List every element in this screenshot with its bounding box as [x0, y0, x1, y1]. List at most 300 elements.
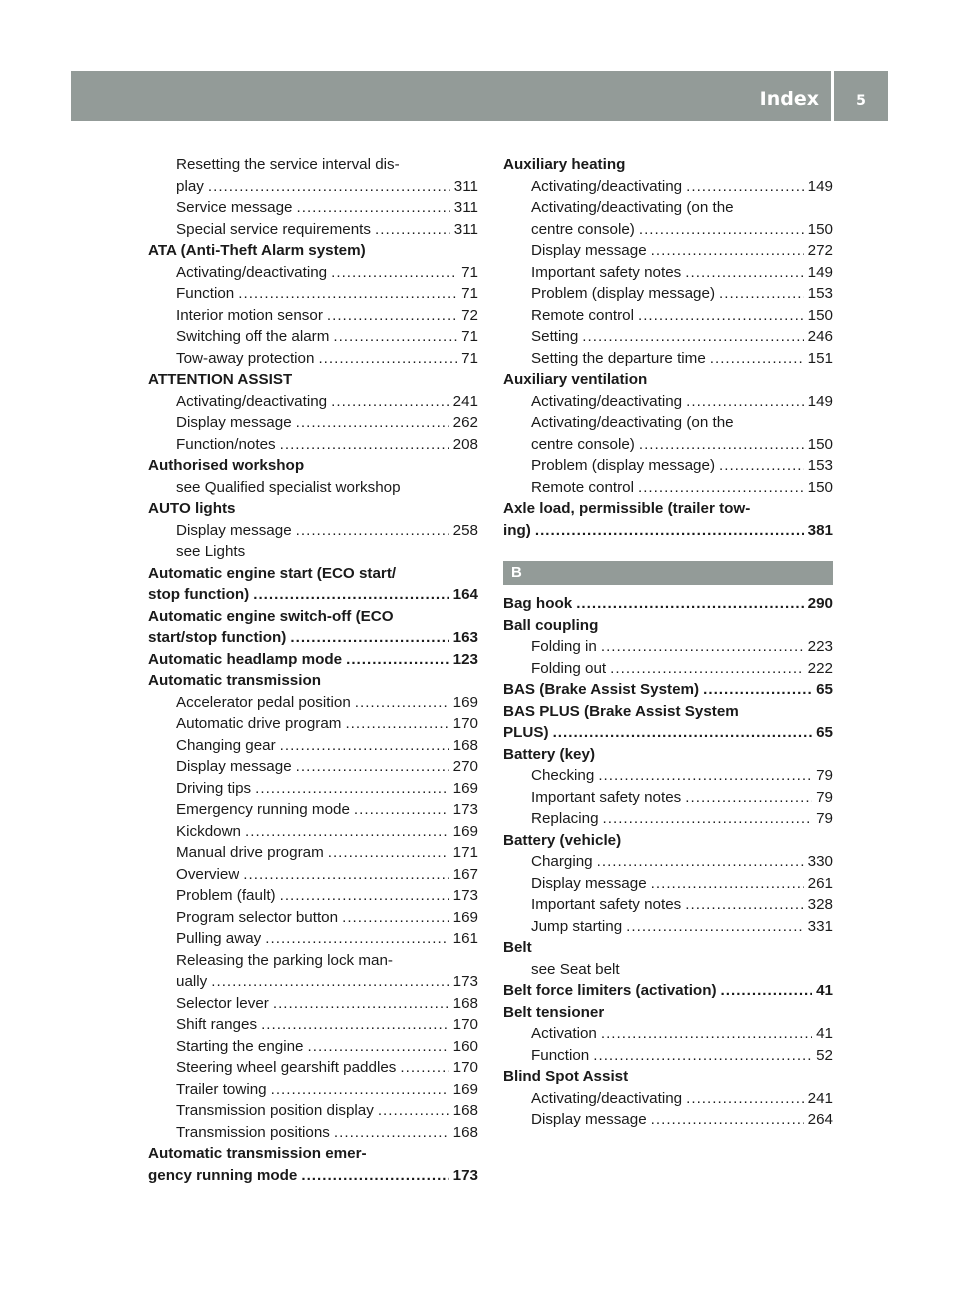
page-reference[interactable]: 65	[816, 724, 833, 741]
dot-leader	[378, 1100, 449, 1122]
dot-leader	[271, 1079, 449, 1101]
index-subentry[interactable]	[148, 326, 478, 348]
dot-leader	[280, 434, 449, 456]
entry-label: Steering wheel gearshift paddles	[176, 1059, 397, 1076]
entry-label: Display message	[176, 758, 292, 775]
dot-leader	[593, 1045, 812, 1067]
dot-leader	[651, 1109, 804, 1131]
entry-label: Automatic drive program	[176, 715, 342, 732]
index-subentry[interactable]	[148, 799, 478, 821]
entry-label: Activating/deactivating	[176, 263, 328, 281]
index-entry[interactable]	[503, 679, 833, 701]
index-subentry[interactable]	[503, 851, 833, 873]
dot-leader	[703, 679, 812, 701]
index-subentry[interactable]	[503, 434, 833, 456]
dot-leader	[535, 520, 804, 542]
entry-label: start/stop function)	[148, 629, 287, 646]
entry-label: Shift ranges	[176, 1016, 258, 1033]
index-subentry[interactable]	[503, 348, 833, 370]
dot-leader	[601, 636, 804, 658]
index-subentry[interactable]	[503, 916, 833, 938]
index-subentry[interactable]	[503, 283, 833, 305]
dot-leader	[331, 391, 449, 413]
entry-label: Belt	[503, 939, 532, 956]
index-entry	[148, 1143, 478, 1165]
entry-label: Ball coupling	[503, 616, 599, 634]
entry-label: AUTO lights	[148, 500, 236, 517]
dot-leader	[685, 262, 803, 284]
index-entry[interactable]	[503, 520, 833, 542]
dot-leader	[331, 262, 457, 284]
dot-leader	[651, 873, 804, 895]
page-reference[interactable]: 170	[452, 715, 478, 732]
entry-label: Display message	[531, 242, 647, 259]
page-reference[interactable]: 169	[452, 908, 478, 926]
dot-leader	[265, 928, 448, 950]
entry-label: Switching off the alarm	[176, 328, 330, 345]
dot-leader	[638, 477, 804, 499]
index-subentry[interactable]	[148, 971, 478, 993]
dot-leader	[685, 894, 803, 916]
index-subentry[interactable]	[148, 176, 478, 198]
index-entry[interactable]	[148, 1165, 478, 1187]
index-subentry[interactable]	[148, 821, 478, 843]
entry-label: Function	[531, 1046, 590, 1064]
entry-label: Automatic engine switch-off (ECO	[148, 607, 394, 625]
page-reference[interactable]: 41	[816, 1025, 833, 1042]
index-entry	[503, 615, 833, 637]
index-subentry[interactable]	[148, 219, 478, 241]
page-reference[interactable]: 290	[807, 595, 833, 612]
entry-label: Activating/deactivating (on the	[531, 199, 734, 216]
page-reference[interactable]: 65	[816, 681, 833, 698]
entry-label: Selector lever	[176, 994, 269, 1012]
entry-label: Axle load, permissible (trailer tow-	[503, 500, 751, 517]
entry-label: Display message	[531, 1111, 647, 1128]
index-entry[interactable]	[148, 649, 478, 671]
page-reference[interactable]: 149	[807, 177, 833, 195]
dot-leader	[296, 756, 449, 778]
index-subentry[interactable]	[503, 240, 833, 262]
page-reference[interactable]: 150	[807, 306, 833, 324]
entry-label: Problem (display message)	[531, 457, 716, 474]
entry-label: Automatic transmission	[148, 672, 322, 689]
index-subentry[interactable]	[148, 735, 478, 757]
entry-label: Activating/deactivating	[176, 392, 328, 410]
page-reference[interactable]: 241	[452, 392, 478, 410]
page-reference[interactable]: 261	[807, 874, 833, 892]
entry-label: BAS (Brake Assist System)	[503, 681, 700, 698]
dot-leader	[355, 692, 449, 714]
index-column-right	[503, 154, 833, 1131]
index-subentry[interactable]	[148, 412, 478, 434]
entry-label: Starting the engine	[176, 1037, 304, 1055]
entry-label: Problem (fault)	[176, 887, 276, 904]
dot-leader	[719, 283, 804, 305]
page-reference[interactable]: 173	[452, 973, 478, 990]
entry-label: see Qualified specialist workshop	[176, 478, 401, 496]
page-reference[interactable]: 123	[452, 650, 478, 668]
page-reference[interactable]: 169	[452, 693, 478, 711]
page-reference[interactable]: 173	[452, 1166, 478, 1184]
dot-leader	[345, 713, 448, 735]
dot-leader	[576, 593, 803, 615]
entry-label: Automatic transmission emer-	[148, 1145, 367, 1162]
entry-label: Authorised workshop	[148, 457, 305, 474]
entry-label: Accelerator pedal position	[176, 693, 351, 711]
index-subentry	[148, 477, 478, 499]
index-subentry[interactable]	[148, 928, 478, 950]
entry-label: play	[176, 177, 204, 195]
page-reference[interactable]: 163	[452, 629, 478, 646]
page-reference[interactable]: 272	[807, 242, 833, 259]
index-subentry[interactable]	[148, 885, 478, 907]
index-subentry[interactable]	[503, 873, 833, 895]
page-reference[interactable]: 151	[807, 349, 833, 367]
index-subentry[interactable]	[148, 713, 478, 735]
dot-leader	[327, 305, 457, 327]
dot-leader	[280, 735, 449, 757]
index-entry[interactable]	[148, 584, 478, 606]
entry-label: centre console)	[531, 435, 635, 453]
entry-label: Activating/deactivating	[531, 1089, 683, 1107]
page-reference[interactable]: 270	[452, 758, 478, 775]
entry-label: Tow-away protection	[176, 349, 315, 367]
index-entry	[503, 830, 833, 852]
index-subentry[interactable]	[503, 455, 833, 477]
page-reference[interactable]: 222	[807, 659, 833, 677]
dot-leader	[597, 851, 804, 873]
dot-leader	[603, 808, 813, 830]
entry-label: Changing gear	[176, 736, 276, 754]
dot-leader	[296, 412, 449, 434]
dot-leader	[601, 1023, 812, 1045]
entry-label: Checking	[531, 767, 595, 784]
entry-label: Activation	[531, 1025, 597, 1042]
index-subentry[interactable]	[148, 864, 478, 886]
index-subentry[interactable]	[503, 219, 833, 241]
page-reference[interactable]: 160	[452, 1037, 478, 1055]
page-reference[interactable]: 223	[807, 638, 833, 655]
index-subentry[interactable]	[148, 1036, 478, 1058]
entry-label: ATTENTION ASSIST	[148, 371, 293, 388]
index-entry	[148, 498, 478, 520]
page-reference[interactable]: 52	[816, 1046, 833, 1064]
dot-leader	[296, 520, 449, 542]
dot-leader	[598, 765, 812, 787]
entry-label: ATA (Anti-Theft Alarm system)	[148, 242, 366, 259]
entry-label: Auxiliary ventilation	[503, 371, 648, 388]
page-reference[interactable]: 171	[452, 844, 478, 861]
index-subentry[interactable]	[148, 391, 478, 413]
entry-label: Emergency running mode	[176, 801, 350, 818]
index-subentry[interactable]	[503, 326, 833, 348]
page-reference[interactable]: 258	[452, 521, 478, 539]
dot-leader	[301, 1165, 448, 1187]
page-reference[interactable]: 311	[453, 220, 478, 238]
index-subentry[interactable]	[503, 262, 833, 284]
page-reference[interactable]: 381	[807, 521, 833, 539]
page-reference[interactable]: 173	[452, 801, 478, 818]
index-subentry[interactable]	[503, 1088, 833, 1110]
entry-label: Charging	[531, 853, 593, 870]
entry-label: Function/notes	[176, 435, 276, 453]
index-subentry	[503, 959, 833, 981]
page-reference[interactable]: 170	[452, 1059, 478, 1076]
index-subentry[interactable]	[503, 1045, 833, 1067]
entry-label: gency running mode	[148, 1166, 298, 1184]
dot-leader	[400, 1057, 448, 1079]
entry-label: ually	[176, 973, 208, 990]
index-subentry[interactable]	[503, 765, 833, 787]
page-reference[interactable]: 71	[461, 349, 478, 367]
entry-label: Pulling away	[176, 930, 262, 947]
page-reference[interactable]: 311	[453, 199, 478, 216]
page-reference[interactable]: 168	[452, 1102, 478, 1119]
page-reference[interactable]: 72	[461, 306, 478, 324]
entry-label: Blind Spot Assist	[503, 1068, 629, 1085]
page-reference[interactable]: 169	[452, 1080, 478, 1098]
index-subentry[interactable]	[148, 907, 478, 929]
page-reference[interactable]: 168	[452, 994, 478, 1012]
entry-label: Display message	[531, 874, 647, 892]
index-subentry[interactable]	[503, 808, 833, 830]
dot-leader	[721, 980, 813, 1002]
section-header: B	[503, 561, 833, 585]
dot-leader	[238, 283, 457, 305]
index-subentry[interactable]	[503, 1109, 833, 1131]
page-reference[interactable]: 161	[452, 930, 478, 947]
entry-label: Kickdown	[176, 822, 241, 840]
entry-label: see Seat belt	[531, 960, 620, 978]
dot-leader	[308, 1036, 449, 1058]
entry-label: Program selector button	[176, 908, 339, 926]
index-entry[interactable]	[503, 593, 833, 615]
entry-label: Important safety notes	[531, 263, 682, 281]
entry-label: Transmission positions	[176, 1123, 330, 1141]
dot-leader	[261, 1014, 449, 1036]
page-reference[interactable]: 41	[816, 982, 833, 999]
page-reference[interactable]: 169	[452, 822, 478, 840]
entry-label: stop function)	[148, 586, 250, 603]
entry-label: Belt tensioner	[503, 1003, 605, 1021]
index-subentry[interactable]	[148, 756, 478, 778]
dot-leader	[685, 787, 812, 809]
entry-label: Remote control	[531, 306, 634, 324]
dot-leader	[610, 658, 804, 680]
page-reference[interactable]: 246	[807, 328, 833, 345]
index-subentry[interactable]	[148, 520, 478, 542]
index-entry[interactable]	[503, 980, 833, 1002]
index-subentry[interactable]	[503, 176, 833, 198]
index-entry	[503, 744, 833, 766]
entry-label: Bag hook	[503, 595, 573, 612]
entry-label: Battery (vehicle)	[503, 831, 622, 849]
index-entry	[148, 369, 478, 391]
entry-label: Important safety notes	[531, 788, 682, 806]
page-reference[interactable]: 168	[452, 1123, 478, 1141]
entry-label: Overview	[176, 865, 240, 883]
entry-label: Special service requirements	[176, 220, 371, 238]
index-subentry[interactable]	[148, 348, 478, 370]
index-subentry[interactable]	[148, 283, 478, 305]
page-reference[interactable]: 330	[807, 853, 833, 870]
index-entry	[503, 1002, 833, 1024]
index-subentry[interactable]	[148, 262, 478, 284]
index-subentry[interactable]	[148, 692, 478, 714]
page-reference[interactable]: 241	[807, 1089, 833, 1107]
index-subentry[interactable]	[503, 787, 833, 809]
entry-label: Releasing the parking lock man-	[176, 951, 393, 969]
entry-label: Service message	[176, 199, 293, 216]
dot-leader	[334, 1122, 449, 1144]
page-reference[interactable]: 264	[807, 1111, 833, 1128]
dot-leader	[686, 1088, 804, 1110]
entry-label: Setting	[531, 328, 579, 345]
entry-label: Important safety notes	[531, 896, 682, 913]
index-entry	[148, 240, 478, 262]
entry-label: Automatic headlamp mode	[148, 650, 343, 668]
page-reference[interactable]: 149	[807, 392, 833, 410]
index-subentry	[148, 154, 478, 176]
index-subentry[interactable]	[148, 993, 478, 1015]
dot-leader	[253, 584, 448, 606]
page-reference[interactable]: 167	[452, 865, 478, 883]
entry-label: centre console)	[531, 220, 635, 238]
page-reference[interactable]: 153	[807, 457, 833, 474]
dot-leader	[686, 176, 804, 198]
entry-label: Function	[176, 285, 235, 302]
index-subentry[interactable]	[148, 305, 478, 327]
index-subentry[interactable]	[503, 1023, 833, 1045]
dot-leader	[290, 627, 448, 649]
dot-leader	[651, 240, 804, 262]
entry-label: Activating/deactivating	[531, 177, 683, 195]
index-entry[interactable]	[148, 627, 478, 649]
index-subentry[interactable]	[148, 1014, 478, 1036]
index-subentry[interactable]	[148, 842, 478, 864]
page-reference[interactable]: 79	[816, 810, 833, 827]
entry-label: Activating/deactivating	[531, 392, 683, 410]
index-subentry[interactable]	[148, 197, 478, 219]
entry-label: Resetting the service interval dis-	[176, 156, 400, 173]
dot-leader	[639, 219, 804, 241]
index-subentry[interactable]	[503, 477, 833, 499]
page-reference[interactable]: 79	[816, 788, 833, 806]
page-reference[interactable]: 150	[807, 435, 833, 453]
dot-leader	[710, 348, 804, 370]
index-entry	[148, 563, 478, 585]
dot-leader	[346, 649, 449, 671]
dot-leader	[638, 305, 804, 327]
dot-leader	[245, 821, 449, 843]
page-reference[interactable]: 328	[807, 896, 833, 913]
entry-label: BAS PLUS (Brake Assist System	[503, 702, 739, 720]
entry-label: Display message	[176, 414, 292, 431]
page-reference[interactable]: 153	[807, 285, 833, 302]
page-reference[interactable]: 262	[452, 414, 478, 431]
entry-label: Folding out	[531, 659, 607, 677]
index-entry	[148, 670, 478, 692]
index-subentry[interactable]	[148, 1079, 478, 1101]
page-number: 5	[856, 93, 866, 109]
entry-label: see Lights	[176, 543, 246, 560]
index-column-left	[148, 154, 478, 1186]
index-subentry[interactable]	[148, 1100, 478, 1122]
entry-label: Auxiliary heating	[503, 156, 626, 173]
page-reference[interactable]: 149	[807, 263, 833, 281]
dot-leader	[354, 799, 449, 821]
page-reference[interactable]: 71	[461, 263, 478, 281]
page-reference[interactable]: 164	[452, 586, 478, 603]
dot-leader	[208, 176, 450, 198]
dot-leader	[686, 391, 804, 413]
page-reference[interactable]: 150	[807, 478, 833, 496]
page-reference[interactable]: 150	[807, 220, 833, 238]
page-reference[interactable]: 71	[461, 285, 478, 302]
page-title: Index	[759, 88, 819, 110]
index-subentry[interactable]	[148, 1122, 478, 1144]
page-reference[interactable]: 170	[452, 1016, 478, 1033]
page-reference[interactable]: 168	[452, 736, 478, 754]
index-subentry[interactable]	[503, 636, 833, 658]
page-reference[interactable]: 71	[461, 328, 478, 345]
index-entry	[148, 606, 478, 628]
dot-leader	[553, 722, 813, 744]
index-subentry	[503, 412, 833, 434]
index-subentry[interactable]	[148, 1057, 478, 1079]
dot-leader	[297, 197, 450, 219]
page-reference[interactable]: 208	[452, 435, 478, 453]
index-subentry	[148, 541, 478, 563]
entry-label: Belt force limiters (activation)	[503, 982, 717, 999]
entry-label: Trailer towing	[176, 1080, 267, 1098]
dot-leader	[375, 219, 450, 241]
index-subentry[interactable]	[503, 894, 833, 916]
header-bar	[71, 71, 831, 121]
entry-label: Problem (display message)	[531, 285, 716, 302]
page-reference[interactable]: 311	[453, 177, 478, 195]
dot-leader	[582, 326, 803, 348]
index-subentry	[503, 197, 833, 219]
entry-label: Display message	[176, 521, 292, 539]
dot-leader	[333, 326, 457, 348]
entry-label: Transmission position display	[176, 1102, 374, 1119]
page-reference[interactable]: 169	[452, 779, 478, 797]
dot-leader	[318, 348, 457, 370]
index-entry	[503, 937, 833, 959]
page-reference[interactable]: 331	[807, 917, 833, 935]
index-subentry[interactable]	[503, 305, 833, 327]
entry-label: PLUS)	[503, 724, 549, 741]
dot-leader	[243, 864, 448, 886]
index-subentry	[148, 950, 478, 972]
index-entry	[503, 498, 833, 520]
index-entry	[503, 1066, 833, 1088]
entry-label: Automatic engine start (ECO start/	[148, 564, 397, 582]
entry-label: Activating/deactivating (on the	[531, 414, 734, 431]
page-reference[interactable]: 79	[816, 767, 833, 784]
index-subentry[interactable]	[148, 434, 478, 456]
dot-leader	[639, 434, 804, 456]
index-subentry[interactable]	[503, 658, 833, 680]
dot-leader	[626, 916, 803, 938]
page-reference[interactable]: 173	[452, 887, 478, 904]
index-subentry[interactable]	[148, 778, 478, 800]
dot-leader	[342, 907, 449, 929]
index-subentry[interactable]	[503, 391, 833, 413]
index-entry[interactable]	[503, 722, 833, 744]
